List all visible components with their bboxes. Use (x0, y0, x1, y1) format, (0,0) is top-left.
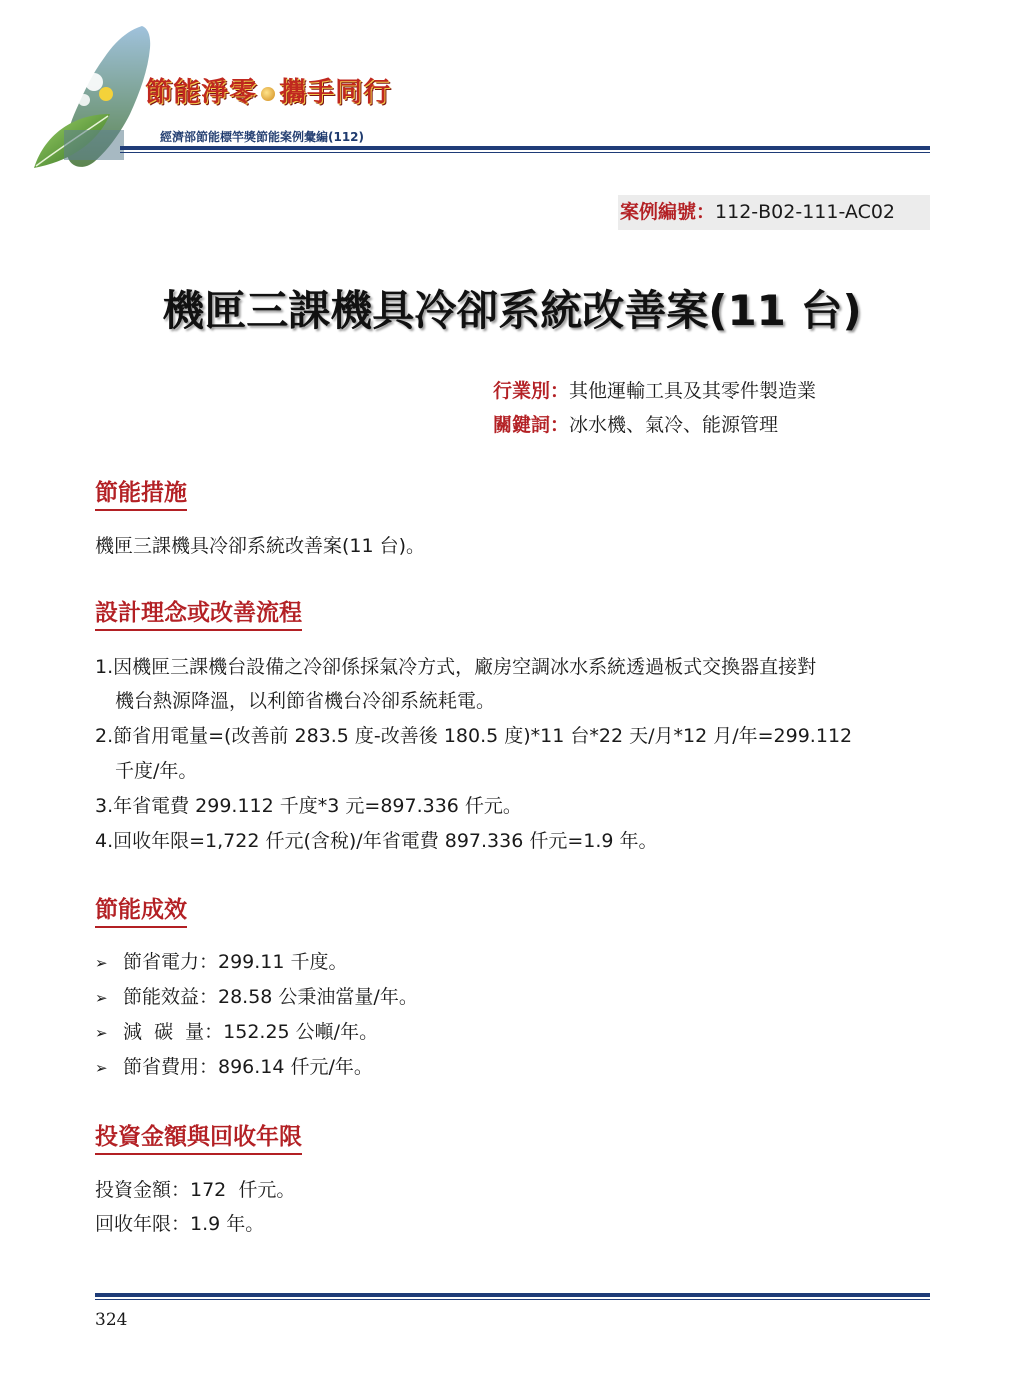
section-heading-design: 設計理念或改善流程 (95, 594, 302, 631)
slogan-left: 節能淨零 (145, 77, 257, 108)
section-heading-results: 節能成效 (95, 891, 187, 928)
keywords-label: 關鍵詞： (493, 414, 570, 436)
results-item-text: 節省電力：299.11 千度。 (123, 951, 348, 973)
keywords-value: 冰水機、氣冷、能源管理 (569, 414, 779, 436)
page-title: 機匣三課機具冷卻系統改善案(11 台) (162, 286, 862, 335)
results-item (95, 947, 348, 974)
arrow-bullet-icon: ➢ (95, 1024, 108, 1042)
results-item (95, 1052, 373, 1079)
case-number-box (618, 195, 930, 230)
slogan-flower-icon (261, 87, 275, 101)
results-item (95, 1017, 378, 1044)
keywords-line (493, 410, 778, 437)
design-line: 機台熱源降溫，以利節省機台冷卻系統耗電。 (115, 690, 496, 712)
arrow-bullet-icon: ➢ (95, 954, 108, 972)
arrow-bullet-icon: ➢ (95, 1059, 108, 1077)
results-item-text: 節能效益：28.58 公秉油當量/年。 (123, 986, 418, 1008)
industry-line (493, 376, 816, 403)
footer-rule (95, 1293, 930, 1297)
design-line: 1.因機匣三課機台設備之冷卻係採氣冷方式，廠房空調冰水系統透過板式交換器直接對 (95, 656, 817, 678)
header-slogan (145, 70, 391, 109)
slogan-right: 攜手同行 (279, 77, 391, 108)
results-item-text: 節省費用：896.14 仟元/年。 (123, 1056, 373, 1078)
header-rule (120, 146, 930, 150)
payback-period: 回收年限：1.9 年。 (95, 1213, 265, 1235)
arrow-bullet-icon: ➢ (95, 989, 108, 1007)
design-line: 3.年省電費 299.112 千度*3 元=897.336 仟元。 (95, 795, 522, 817)
section-heading-measures: 節能措施 (95, 474, 187, 511)
case-number-label: 案例編號： (620, 201, 716, 223)
measures-text: 機匣三課機具冷卻系統改善案(11 台)。 (95, 535, 426, 557)
publication-name: 經濟部節能標竿獎節能案例彙編(112) (160, 130, 365, 144)
investment-amount: 投資金額：172 仟元。 (95, 1179, 296, 1201)
results-item (95, 982, 418, 1009)
design-line: 4.回收年限=1,722 仟元(含稅)/年省電費 897.336 仟元=1.9 年。 (95, 830, 658, 852)
industry-value: 其他運輸工具及其零件製造業 (569, 380, 817, 402)
design-line: 2.節省用電量=(改善前 283.5 度-改善後 180.5 度)*11 台*22 天/月*12 月/年=299.112 (95, 725, 853, 747)
results-item-text: 減 碳 量：152.25 公噸/年。 (123, 1021, 379, 1043)
page-number: 324 (95, 1310, 128, 1330)
design-line: 千度/年。 (115, 760, 198, 782)
industry-label: 行業別： (493, 380, 570, 402)
case-number-value: 112-B02-111-AC02 (715, 201, 896, 223)
section-heading-investment: 投資金額與回收年限 (95, 1118, 302, 1155)
footer-rule-thin (95, 1299, 930, 1300)
header-rule-thin (120, 152, 930, 153)
